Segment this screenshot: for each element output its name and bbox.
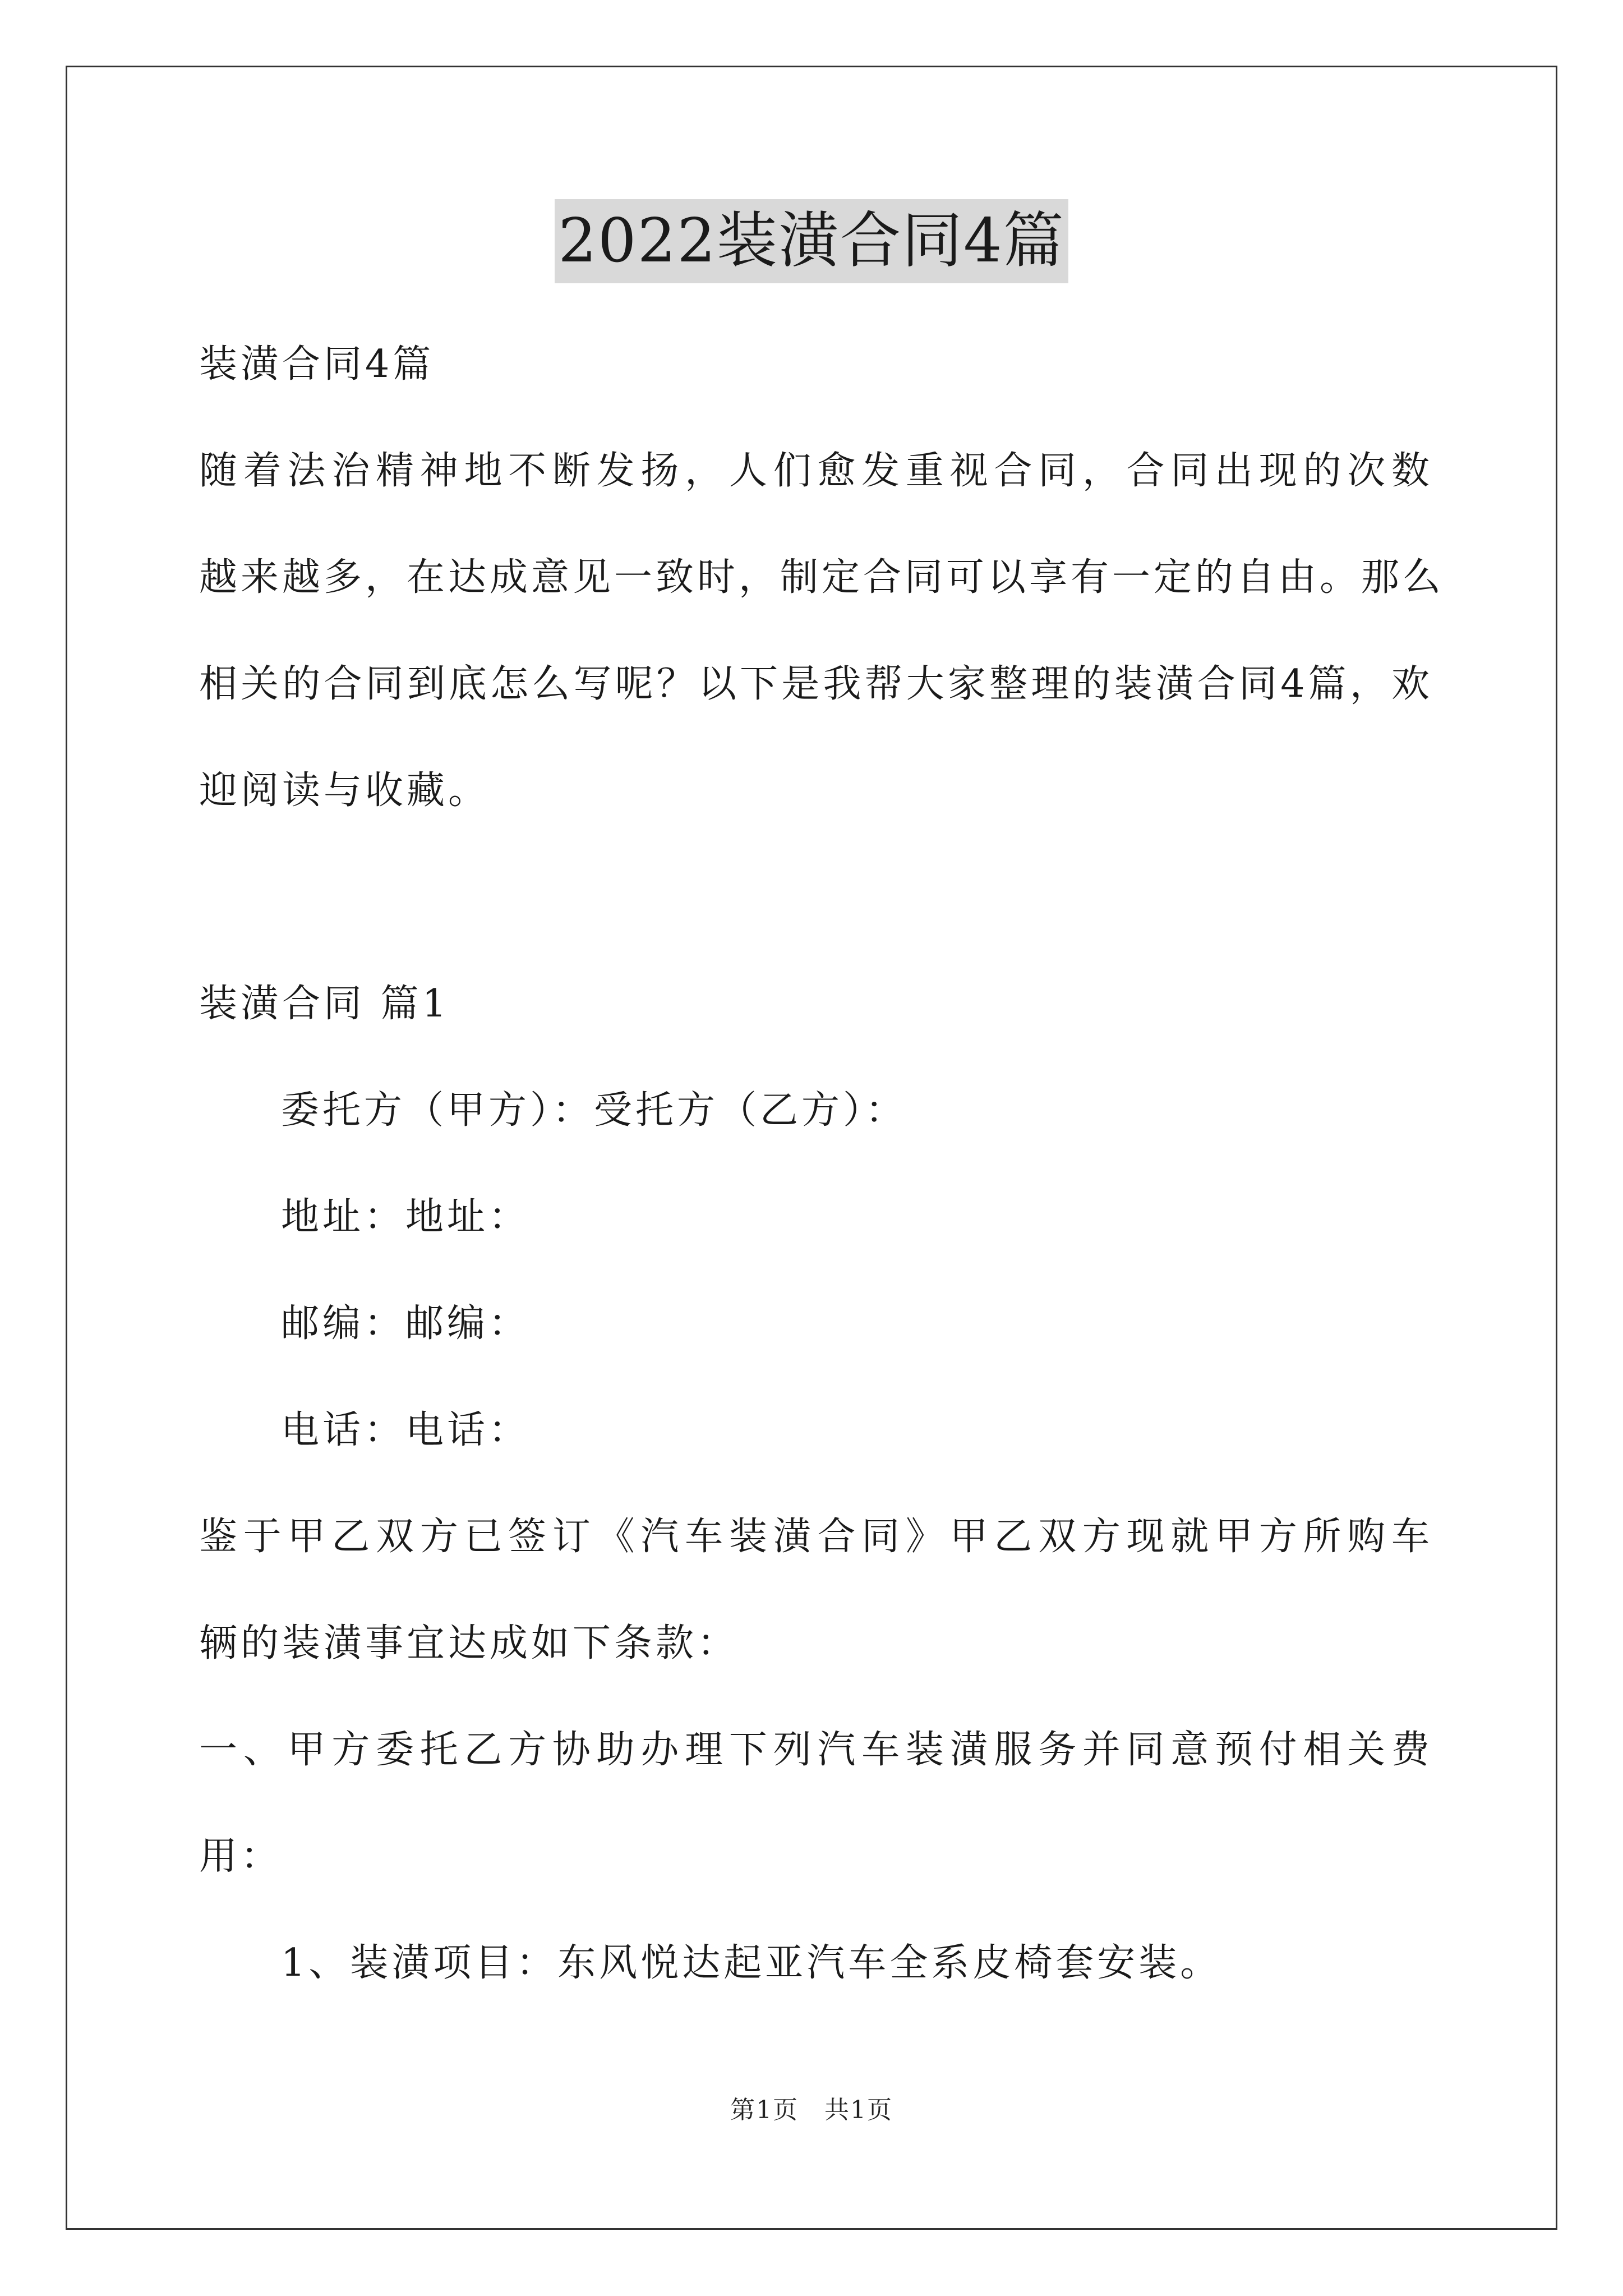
- page-footer: 第1页 共1页: [730, 2096, 893, 2124]
- intro-line-1: 随着法治精神地不断发扬，人们愈发重视合同，合同出现的次数: [199, 449, 1433, 493]
- document-body: [199, 311, 1445, 2017]
- paragraph-gap: [199, 844, 1433, 951]
- item-one-line-1: 一、甲方委托乙方协助办理下列汽车装潢服务并同意预付相关费: [199, 1728, 1433, 1772]
- clause-line-1: 鉴于甲乙双方已签订《汽车装潢合同》甲乙双方现就甲方所购车: [199, 1515, 1433, 1559]
- parties-line: 委托方（甲方）：受托方（乙方）：: [281, 1088, 907, 1133]
- clause-line-2: 辆的装潢事宜达成如下条款：: [199, 1621, 739, 1665]
- intro-line-4: 迎阅读与收藏。: [199, 769, 490, 813]
- item-project-line: 1、装潢项目：东风悦达起亚汽车全系皮椅套安装。: [281, 1941, 1222, 1985]
- intro-line-3: 相关的合同到底怎么写呢？以下是我帮大家整理的装潢合同4篇，欢: [199, 662, 1433, 706]
- phone-line: 电话：电话：: [281, 1408, 531, 1452]
- address-line: 地址：地址：: [281, 1195, 531, 1239]
- title-wrap: [0, 199, 1623, 283]
- intro-line-2: 越来越多，在达成意见一致时，制定合同可以享有一定的自由。那么: [199, 555, 1445, 600]
- section-heading: 装潢合同 篇1: [199, 982, 450, 1026]
- document-subtitle: 装潢合同4篇: [199, 342, 435, 386]
- postcode-line: 邮编：邮编：: [281, 1301, 531, 1346]
- document-title: 2022装潢合同4篇: [555, 199, 1068, 283]
- item-one-line-2: 用：: [199, 1834, 283, 1879]
